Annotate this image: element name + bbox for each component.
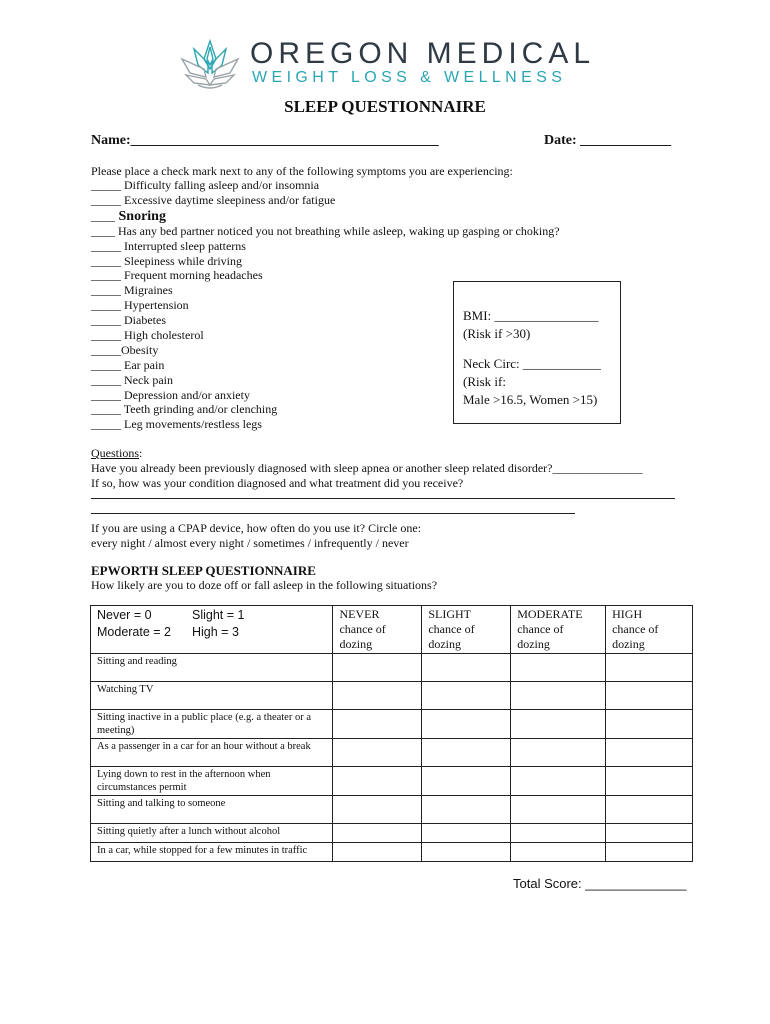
total-score[interactable]: Total Score: ______________ bbox=[513, 876, 687, 891]
symptom-item[interactable]: _____ Diabetes bbox=[91, 313, 166, 328]
column-moderate: MODERATE chance of dozing bbox=[511, 606, 606, 654]
score-cell[interactable] bbox=[606, 682, 693, 710]
score-cell[interactable] bbox=[606, 767, 693, 796]
name-label: Name: bbox=[91, 133, 131, 148]
brand-name: OREGON MEDICAL bbox=[250, 37, 596, 70]
situation-label: Sitting and talking to someone bbox=[91, 796, 333, 824]
symptom-instructions: Please place a check mark next to any of the following symptoms you are experiencing: bbox=[91, 164, 513, 178]
date-label: Date: bbox=[544, 133, 577, 148]
symptom-item[interactable]: _____ Difficulty falling asleep and/or insomnia bbox=[91, 178, 320, 192]
diagnosis-question[interactable]: Have you already been previously diagnosed with sleep apnea or another sleep related disorder?_______________ bbox=[91, 461, 643, 475]
score-cell[interactable] bbox=[422, 796, 511, 824]
brand-tagline: WEIGHT LOSS & WELLNESS bbox=[252, 69, 567, 86]
treatment-answer-lines[interactable] bbox=[91, 491, 691, 527]
score-cell[interactable] bbox=[511, 824, 606, 843]
score-cell[interactable] bbox=[511, 682, 606, 710]
symptom-item[interactable]: _____ Sleepiness while driving bbox=[91, 253, 242, 268]
symptom-item[interactable]: _____ Hypertension bbox=[91, 298, 189, 313]
table-row bbox=[91, 796, 693, 824]
symptom-item[interactable]: ____ Snoring bbox=[91, 208, 166, 224]
score-cell[interactable] bbox=[333, 824, 422, 843]
score-cell[interactable] bbox=[422, 710, 511, 739]
table-row bbox=[91, 843, 693, 862]
score-cell[interactable] bbox=[511, 710, 606, 739]
bmi-box bbox=[453, 281, 621, 424]
cpap-options[interactable]: every night / almost every night / sometimes / infrequently / never bbox=[91, 536, 409, 550]
neck-risk-values: Male >16.5, Women >15) bbox=[463, 392, 598, 407]
score-cell[interactable] bbox=[606, 739, 693, 767]
score-legend: Never = 0 Slight = 1 Moderate = 2 High = 3 bbox=[91, 606, 333, 654]
score-cell[interactable] bbox=[333, 843, 422, 862]
symptom-item[interactable]: _____ Ear pain bbox=[91, 357, 165, 372]
epworth-table bbox=[90, 605, 693, 862]
score-cell[interactable] bbox=[606, 654, 693, 682]
symptom-item[interactable]: _____ Frequent morning headaches bbox=[91, 268, 263, 283]
symptom-item[interactable]: _____ Teeth grinding and/or clenching bbox=[91, 402, 278, 417]
symptom-item[interactable]: _____ Neck pain bbox=[91, 372, 173, 387]
situation-label: In a car, while stopped for a few minutes in traffic bbox=[91, 843, 333, 862]
column-never: NEVER chance of dozing bbox=[333, 606, 422, 654]
table-row bbox=[91, 682, 693, 710]
situation-label: Watching TV bbox=[91, 682, 333, 710]
bmi-field[interactable]: BMI: ________________ bbox=[463, 308, 599, 323]
table-row bbox=[91, 739, 693, 767]
score-cell[interactable] bbox=[333, 682, 422, 710]
score-cell[interactable] bbox=[511, 796, 606, 824]
symptom-item[interactable]: _____ Interrupted sleep patterns bbox=[91, 238, 246, 253]
epworth-subtitle: How likely are you to doze off or fall asleep in the following situations? bbox=[91, 578, 438, 592]
neck-circ-field[interactable]: Neck Circ: ____________ bbox=[463, 356, 601, 371]
score-cell[interactable] bbox=[333, 739, 422, 767]
score-cell[interactable] bbox=[422, 767, 511, 796]
cpap-question: If you are using a CPAP device, how often do you use it? Circle one: bbox=[91, 521, 422, 535]
symptom-item[interactable]: _____ Depression and/or anxiety bbox=[91, 387, 250, 402]
name-row bbox=[91, 133, 439, 149]
situation-label: Sitting and reading bbox=[91, 654, 333, 682]
score-cell[interactable] bbox=[333, 654, 422, 682]
score-cell[interactable] bbox=[511, 767, 606, 796]
symptom-item[interactable]: _____ Leg movements/restless legs bbox=[91, 417, 262, 432]
score-cell[interactable] bbox=[511, 654, 606, 682]
situation-label: Lying down to rest in the afternoon when circumstances permit bbox=[91, 767, 333, 796]
situation-label: As a passenger in a car for an hour without a break bbox=[91, 739, 333, 767]
score-cell[interactable] bbox=[422, 843, 511, 862]
symptom-item[interactable]: _____ Excessive daytime sleepiness and/or fatigue bbox=[91, 192, 336, 207]
epworth-title: EPWORTH SLEEP QUESTIONNAIRE bbox=[91, 563, 316, 578]
date-field[interactable]: _____________ bbox=[580, 133, 672, 148]
column-high: HIGH chance of dozing bbox=[606, 606, 693, 654]
table-row bbox=[91, 767, 693, 796]
score-cell[interactable] bbox=[606, 796, 693, 824]
symptom-item[interactable]: _____Obesity bbox=[91, 342, 159, 357]
bmi-risk-note: (Risk if >30) bbox=[463, 326, 531, 341]
score-cell[interactable] bbox=[606, 824, 693, 843]
table-row bbox=[91, 654, 693, 682]
score-cell[interactable] bbox=[333, 796, 422, 824]
questions-heading: Questions: bbox=[91, 446, 143, 460]
neck-risk-note: (Risk if: bbox=[463, 374, 506, 389]
name-field[interactable]: ____________________________________________ bbox=[130, 133, 439, 148]
symptom-item[interactable]: ____ Has any bed partner noticed you not breathing while asleep, waking up gasping or choking? bbox=[91, 223, 560, 238]
score-cell[interactable] bbox=[422, 682, 511, 710]
score-cell[interactable] bbox=[422, 654, 511, 682]
situation-label: Sitting quietly after a lunch without alcohol bbox=[91, 824, 333, 843]
treatment-question: If so, how was your condition diagnosed and what treatment did you receive? bbox=[91, 476, 464, 490]
lotus-flower-icon bbox=[178, 35, 242, 91]
logo bbox=[178, 35, 598, 91]
table-row bbox=[91, 824, 693, 843]
score-cell[interactable] bbox=[606, 710, 693, 739]
score-cell[interactable] bbox=[606, 843, 693, 862]
score-cell[interactable] bbox=[511, 843, 606, 862]
score-cell[interactable] bbox=[422, 739, 511, 767]
situation-label: Sitting inactive in a public place (e.g. a theater or a meeting) bbox=[91, 710, 333, 739]
symptom-item[interactable]: _____ High cholesterol bbox=[91, 328, 204, 343]
table-row bbox=[91, 710, 693, 739]
date-row bbox=[544, 133, 671, 149]
score-cell[interactable] bbox=[333, 710, 422, 739]
symptom-item[interactable]: _____ Migraines bbox=[91, 283, 173, 298]
questions-section bbox=[91, 446, 691, 551]
score-cell[interactable] bbox=[511, 739, 606, 767]
column-slight: SLIGHT chance of dozing bbox=[422, 606, 511, 654]
score-cell[interactable] bbox=[333, 767, 422, 796]
score-cell[interactable] bbox=[422, 824, 511, 843]
page-title: SLEEP QUESTIONNAIRE bbox=[284, 97, 486, 116]
